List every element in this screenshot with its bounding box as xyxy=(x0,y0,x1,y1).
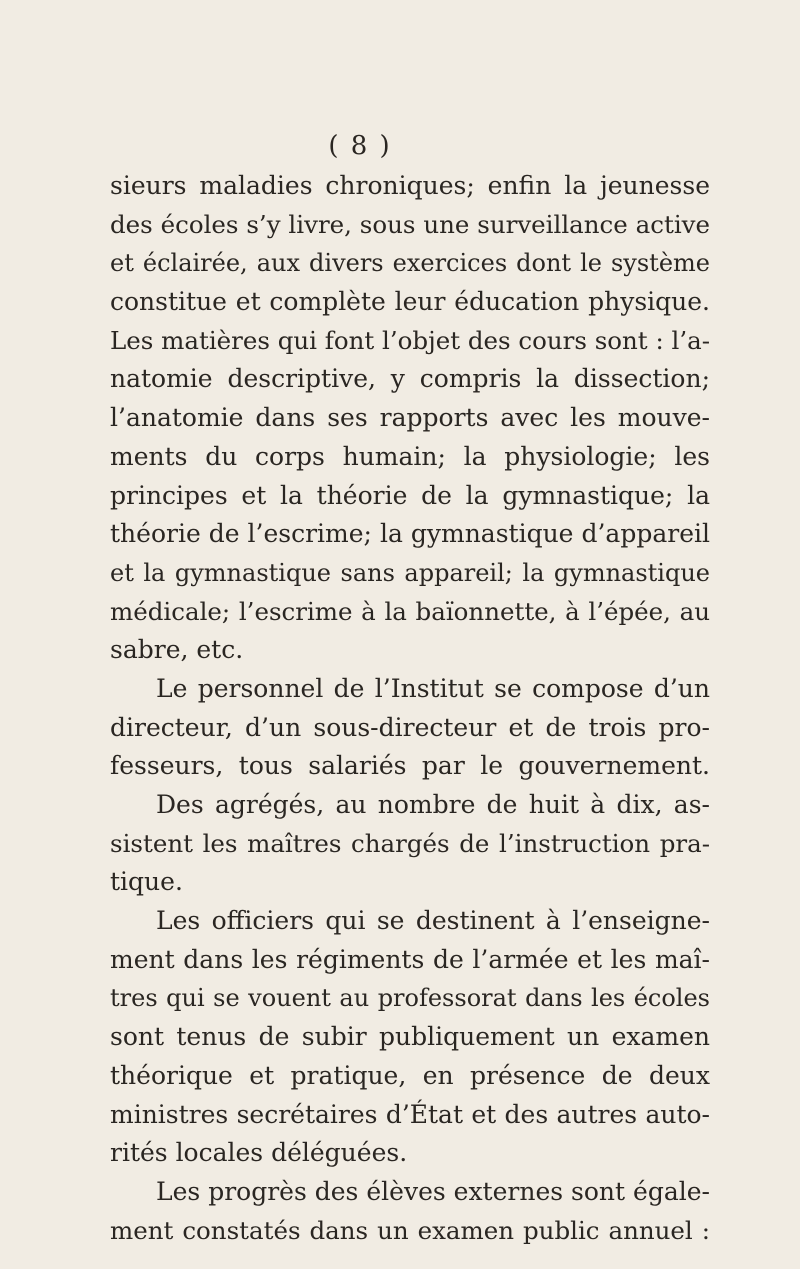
body-text xyxy=(110,167,710,1250)
text-line: Les progrès des élèves externes sont égale- xyxy=(156,1176,710,1206)
text-line: natomie descriptive, y compris la dissection; xyxy=(110,364,710,394)
text-line: et la gymnastique sans appareil; la gymnastique xyxy=(110,558,710,587)
text-line: ments du corps humain; la physiologie; les xyxy=(110,441,710,471)
text-line: rités locales déléguées. xyxy=(110,1138,408,1168)
page-number: ( 8 ) xyxy=(328,131,392,161)
text-line: tres qui se vouent au professorat dans les écoles xyxy=(110,984,710,1013)
text-line: ment dans les régiments de l’armée et les maî- xyxy=(110,944,710,974)
text-line: Des agrégés, au nombre de huit à dix, as- xyxy=(156,790,710,819)
text-line: sont tenus de subir publiquement un examen xyxy=(110,1022,710,1052)
text-line: ment constatés dans un examen public annuel : xyxy=(110,1215,710,1245)
text-line: théorique et pratique, en présence de deux xyxy=(110,1060,710,1090)
text-line: tique. xyxy=(110,867,183,897)
text-line: théorie de l’escrime; la gymnastique d’appareil xyxy=(110,519,710,549)
text-line: sieurs maladies chroniques; enfin la jeunesse xyxy=(110,171,710,200)
text-line: ministres secrétaires d’État et des autres auto- xyxy=(110,1099,710,1129)
text-line: Le personnel de l’Institut se compose d’un xyxy=(156,673,710,703)
text-line: sabre, etc. xyxy=(110,635,244,665)
text-line: constitue et complète leur éducation physique. xyxy=(110,287,710,317)
text-line: fesseurs, tous salariés par le gouvernement. xyxy=(110,751,710,781)
text-line: Les officiers qui se destinent à l’enseigne- xyxy=(156,906,710,936)
text-line: sistent les maîtres chargés de l’instruction pra- xyxy=(110,828,710,858)
text-line: des écoles s’y livre, sous une surveillance active xyxy=(110,209,710,239)
text-line: Les matières qui font l’objet des cours sont : l’a- xyxy=(110,325,710,355)
text-line: et éclairée, aux divers exercices dont le système xyxy=(110,249,710,278)
text-line: directeur, d’un sous-directeur et de trois pro- xyxy=(110,712,710,742)
text-line: médicale; l’escrime à la baïonnette, à l’épée, au xyxy=(110,596,710,626)
text-line: l’anatomie dans ses rapports avec les mouve- xyxy=(110,403,710,433)
text-line: principes et la théorie de la gymnastique; la xyxy=(110,480,710,510)
